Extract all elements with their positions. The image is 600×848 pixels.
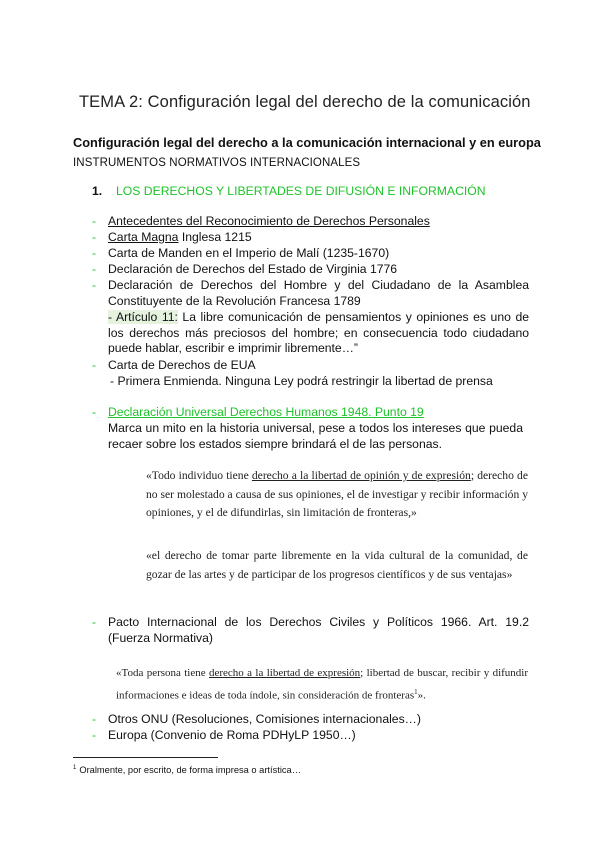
bullet-dash: - — [92, 262, 97, 276]
articulo-11-text: La libre comunicación de pensamientos y opiniones es uno de los derechos más preciosos del hombre; en consecuencia todo ciudadano puede hablar, escribir e imprimir libremente…” — [108, 310, 530, 355]
quote-3-link[interactable]: derecho a la libertad de expresión — [209, 667, 361, 679]
section-number: 1. — [92, 184, 103, 198]
footnote — [73, 765, 301, 775]
footnote-mark: 1 — [73, 765, 77, 771]
footnote-divider — [73, 757, 218, 758]
instruments-heading: INSTRUMENTOS NORMATIVOS INTERNACIONALES — [73, 157, 361, 169]
dudh-link[interactable]: Declaración Universal Derechos Humanos 1948. Punto 19 — [108, 405, 424, 419]
carta-magna-rest: Inglesa 1215 — [178, 230, 252, 244]
bullet-dash: - — [92, 246, 97, 260]
quote-libertad-expresion — [116, 664, 528, 705]
articulo-11-paragraph — [108, 310, 529, 357]
articulo-11-label: - Artículo 11: — [108, 310, 178, 324]
list-item-pacto: Pacto Internacional de los Derechos Civiles y Políticos 1966. Art. 19.2 (Fuerza Normativa) — [108, 615, 529, 645]
bullet-dash: - — [92, 615, 97, 629]
bullet-dash: - — [92, 278, 97, 292]
bullet-dash: - — [92, 405, 97, 419]
quote-3-intro: «Toda persona tiene — [116, 667, 209, 679]
list-item-manden: Carta de Manden en el Imperio de Malí (1235-1670) — [108, 246, 390, 260]
dudh-description: Marca un mito en la historia universal, pese a todos los intereses que pueda recaer sobre los estados siempre brindará el de las personas. — [108, 421, 523, 451]
bullet-dash: - — [92, 230, 97, 244]
sub-item-primera-enmienda: - Primera Enmienda. Ninguna Ley podrá restringir la libertad de prensa — [110, 374, 493, 388]
quote-3-rest: ; libertad de buscar, recibir y difundir informaciones e ideas de toda índole, sin consideración de fronteras — [116, 667, 529, 702]
list-item-otros-onu: Otros ONU (Resoluciones, Comisiones internacionales…) — [108, 712, 421, 726]
bullet-dash: - — [92, 728, 97, 742]
footnote-reference[interactable]: 1 — [414, 687, 418, 696]
bullet-dash: - — [92, 214, 97, 228]
quote-3-end: ». — [417, 689, 426, 702]
list-item-eua: Carta de Derechos de EUA — [108, 358, 256, 372]
list-item-carta-magna — [108, 230, 252, 246]
quote-libertad-opinion — [146, 467, 528, 523]
list-item-virginia: Declaración de Derechos del Estado de Virginia 1776 — [108, 262, 398, 276]
document-subtitle: Configuración legal del derecho a la comunicación internacional y en europa — [73, 135, 541, 150]
bullet-dash: - — [92, 712, 97, 726]
section-title: LOS DERECHOS Y LIBERTADES DE DIFUSIÓN E INFORMACIÓN — [116, 184, 486, 198]
quote-1-rest: ; derecho de no ser molestado a causa de sus opiniones, el de investigar y recibir información y opiniones, y el de difundirlas, sin limitación de fronteras,» — [146, 469, 528, 519]
quote-1-link[interactable]: derecho a la libertad de opinión y de expresión — [251, 469, 471, 482]
list-item-antecedentes: Antecedentes del Reconocimiento de Derechos Personales — [108, 214, 430, 228]
carta-magna-link[interactable]: Carta Magna — [108, 230, 179, 244]
page-title: TEMA 2: Configuración legal del derecho de la comunicación — [79, 93, 531, 111]
footnote-text: Oralmente, por escrito, de forma impresa o artística… — [79, 765, 301, 775]
quote-vida-cultural: «el derecho de tomar parte libremente en la vida cultural de la comunidad, de gozar de las artes y de participar de los progresos científicos y de sus ventajas» — [146, 549, 528, 581]
list-item-francesa: Declaración de Derechos del Hombre y del Ciudadano de la Asamblea Constituyente de la Revolución Francesa 1789 — [108, 278, 529, 308]
list-item-europa: Europa (Convenio de Roma PDHyLP 1950…) — [108, 728, 356, 742]
bullet-dash: - — [92, 358, 97, 372]
quote-1-intro: «Todo individuo tiene — [146, 469, 252, 482]
